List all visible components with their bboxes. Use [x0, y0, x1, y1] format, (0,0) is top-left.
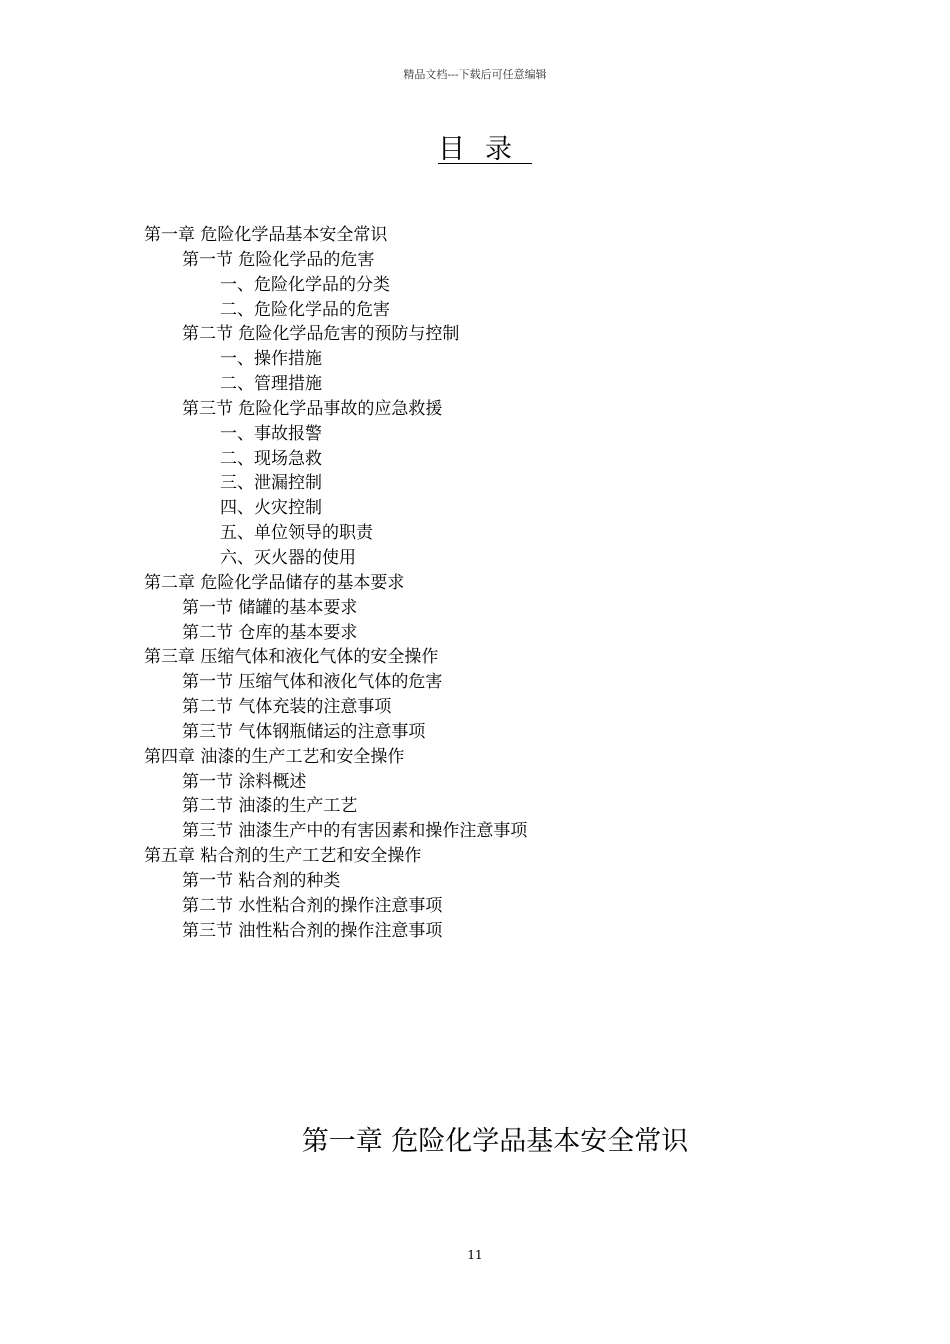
toc-title-text: 目录 [438, 134, 532, 165]
toc-chapter-entry: 第四章 油漆的生产工艺和安全操作 [144, 746, 405, 767]
toc-section-entry: 第一节 涂料概述 [182, 771, 307, 792]
toc-chapter-entry: 第五章 粘合剂的生产工艺和安全操作 [144, 846, 422, 867]
toc-subsection-entry: 六、灭火器的使用 [220, 547, 356, 568]
toc-section-entry: 第二节 气体充装的注意事项 [182, 697, 392, 718]
toc-section-entry: 第三节 油性粘合剂的操作注意事项 [182, 920, 443, 941]
toc-section-entry: 第三节 气体钢瓶储运的注意事项 [182, 721, 426, 742]
toc-subsection-entry: 二、现场急救 [220, 448, 322, 469]
toc-section-entry: 第一节 危险化学品的危害 [182, 249, 375, 270]
toc-chapter-entry: 第三章 压缩气体和液化气体的安全操作 [144, 647, 439, 668]
toc-title [0, 133, 950, 167]
header-note: 精品文档---下载后可任意编辑 [403, 68, 547, 81]
toc-section-entry: 第二节 仓库的基本要求 [182, 622, 358, 643]
toc-section-entry: 第三节 危险化学品事故的应急救援 [182, 398, 443, 419]
toc-subsection-entry: 一、事故报警 [220, 423, 322, 444]
toc-subsection-entry: 五、单位领导的职责 [220, 523, 373, 544]
chapter-heading: 第一章 危险化学品基本安全常识 [301, 1126, 689, 1157]
toc-subsection-entry: 四、火灾控制 [220, 498, 322, 519]
page-number: 11 [467, 1248, 483, 1262]
toc-section-entry: 第一节 储罐的基本要求 [182, 597, 358, 618]
toc-section-entry: 第一节 粘合剂的种类 [182, 870, 341, 891]
toc-section-entry: 第二节 危险化学品危害的预防与控制 [182, 324, 460, 345]
table-of-contents [144, 223, 527, 943]
toc-subsection-entry: 一、危险化学品的分类 [220, 274, 390, 295]
toc-subsection-entry: 二、管理措施 [220, 374, 322, 395]
toc-section-entry: 第二节 水性粘合剂的操作注意事项 [182, 895, 443, 916]
toc-subsection-entry: 三、泄漏控制 [220, 473, 322, 494]
toc-chapter-entry: 第二章 危险化学品储存的基本要求 [144, 572, 405, 593]
toc-chapter-entry: 第一章 危险化学品基本安全常识 [144, 225, 388, 245]
toc-section-entry: 第二节 油漆的生产工艺 [182, 796, 358, 817]
toc-subsection-entry: 一、操作措施 [220, 349, 322, 370]
toc-section-entry: 第一节 压缩气体和液化气体的危害 [182, 672, 443, 693]
toc-section-entry: 第三节 油漆生产中的有害因素和操作注意事项 [182, 821, 528, 842]
toc-subsection-entry: 二、危险化学品的危害 [220, 299, 390, 320]
